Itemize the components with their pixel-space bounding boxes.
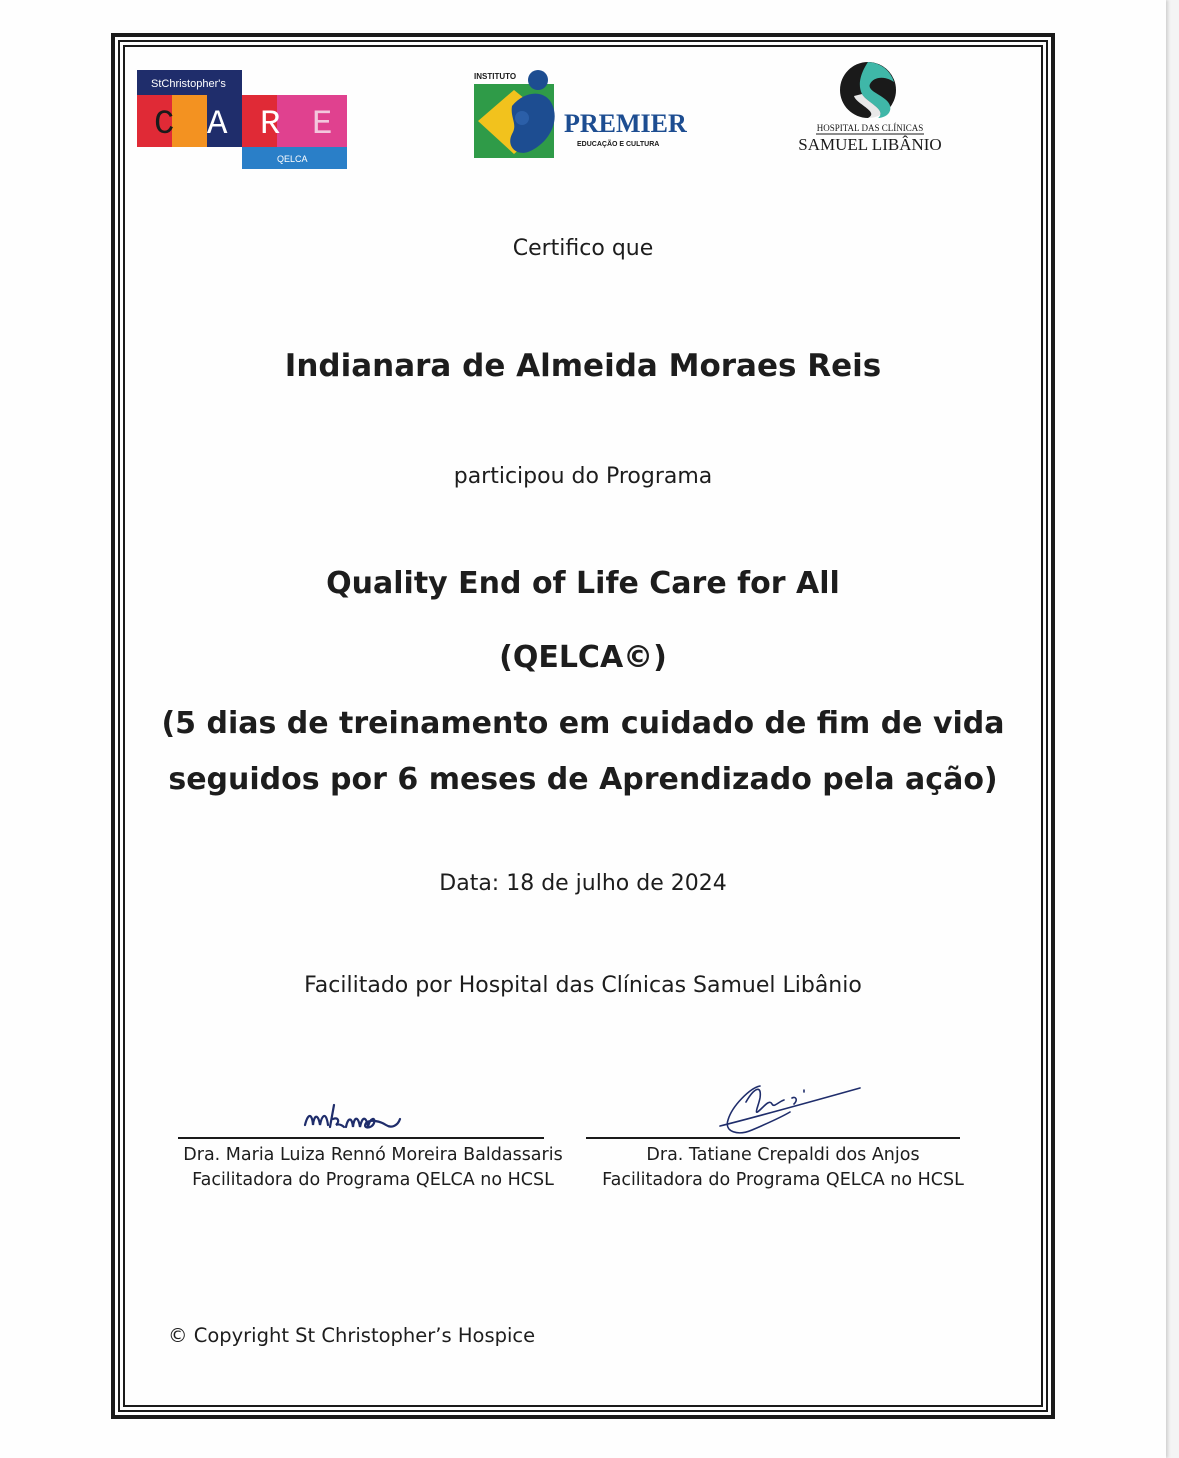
program-acronym: (QELCA©) [499,640,667,675]
svg-text:StChristopher's: StChristopher's [151,78,226,90]
program-title: Quality End of Life Care for All [326,566,840,601]
svg-text:E: E [312,106,333,144]
signature-left-scribble [300,1095,410,1140]
signature-line-right [586,1137,960,1139]
signatory-right-role: Facilitadora do Programa QELCA no HCSL [602,1170,964,1190]
signature-line-left [178,1137,544,1139]
participation-text: participou do Programa [453,464,713,489]
hcsl-logo [790,60,950,160]
certificate-date: Data: 18 de julho de 2024 [439,871,727,896]
program-description-line1: (5 dias de treinamento em cuidado de fim de vida [161,706,1005,741]
facilitated-by: Facilitado por Hospital das Clínicas Samuel Libânio [304,973,862,998]
svg-text:QELCA: QELCA [277,154,308,164]
signatory-right-name: Dra. Tatiane Crepaldi dos Anjos [646,1145,920,1165]
svg-text:PREMIER: PREMIER [564,109,687,138]
svg-text:C: C [154,106,175,144]
svg-text:INSTITUTO: INSTITUTO [474,72,517,81]
signatory-left-role: Facilitadora do Programa QELCA no HCSL [192,1170,554,1190]
instituto-premier-logo [472,66,692,162]
signature-right-scribble [700,1078,865,1143]
signatory-left-name: Dra. Maria Luiza Rennó Moreira Baldassaris [183,1145,563,1165]
svg-text:EDUCAÇÃO E CULTURA: EDUCAÇÃO E CULTURA [577,141,660,148]
st-christophers-care-logo [137,70,347,170]
certificate-intro: Certifico que [512,236,654,261]
program-description-line2: seguidos por 6 meses de Aprendizado pela ação) [168,762,998,797]
svg-text:HOSPITAL DAS CLÍNICAS: HOSPITAL DAS CLÍNICAS [816,123,924,133]
recipient-name: Indianara de Almeida Moraes Reis [284,348,882,384]
copyright-notice: © Copyright St Christopher’s Hospice [168,1324,536,1347]
svg-text:R: R [260,106,281,144]
svg-text:A: A [207,106,228,144]
svg-text:SAMUEL LIBÂNIO: SAMUEL LIBÂNIO [798,135,942,154]
